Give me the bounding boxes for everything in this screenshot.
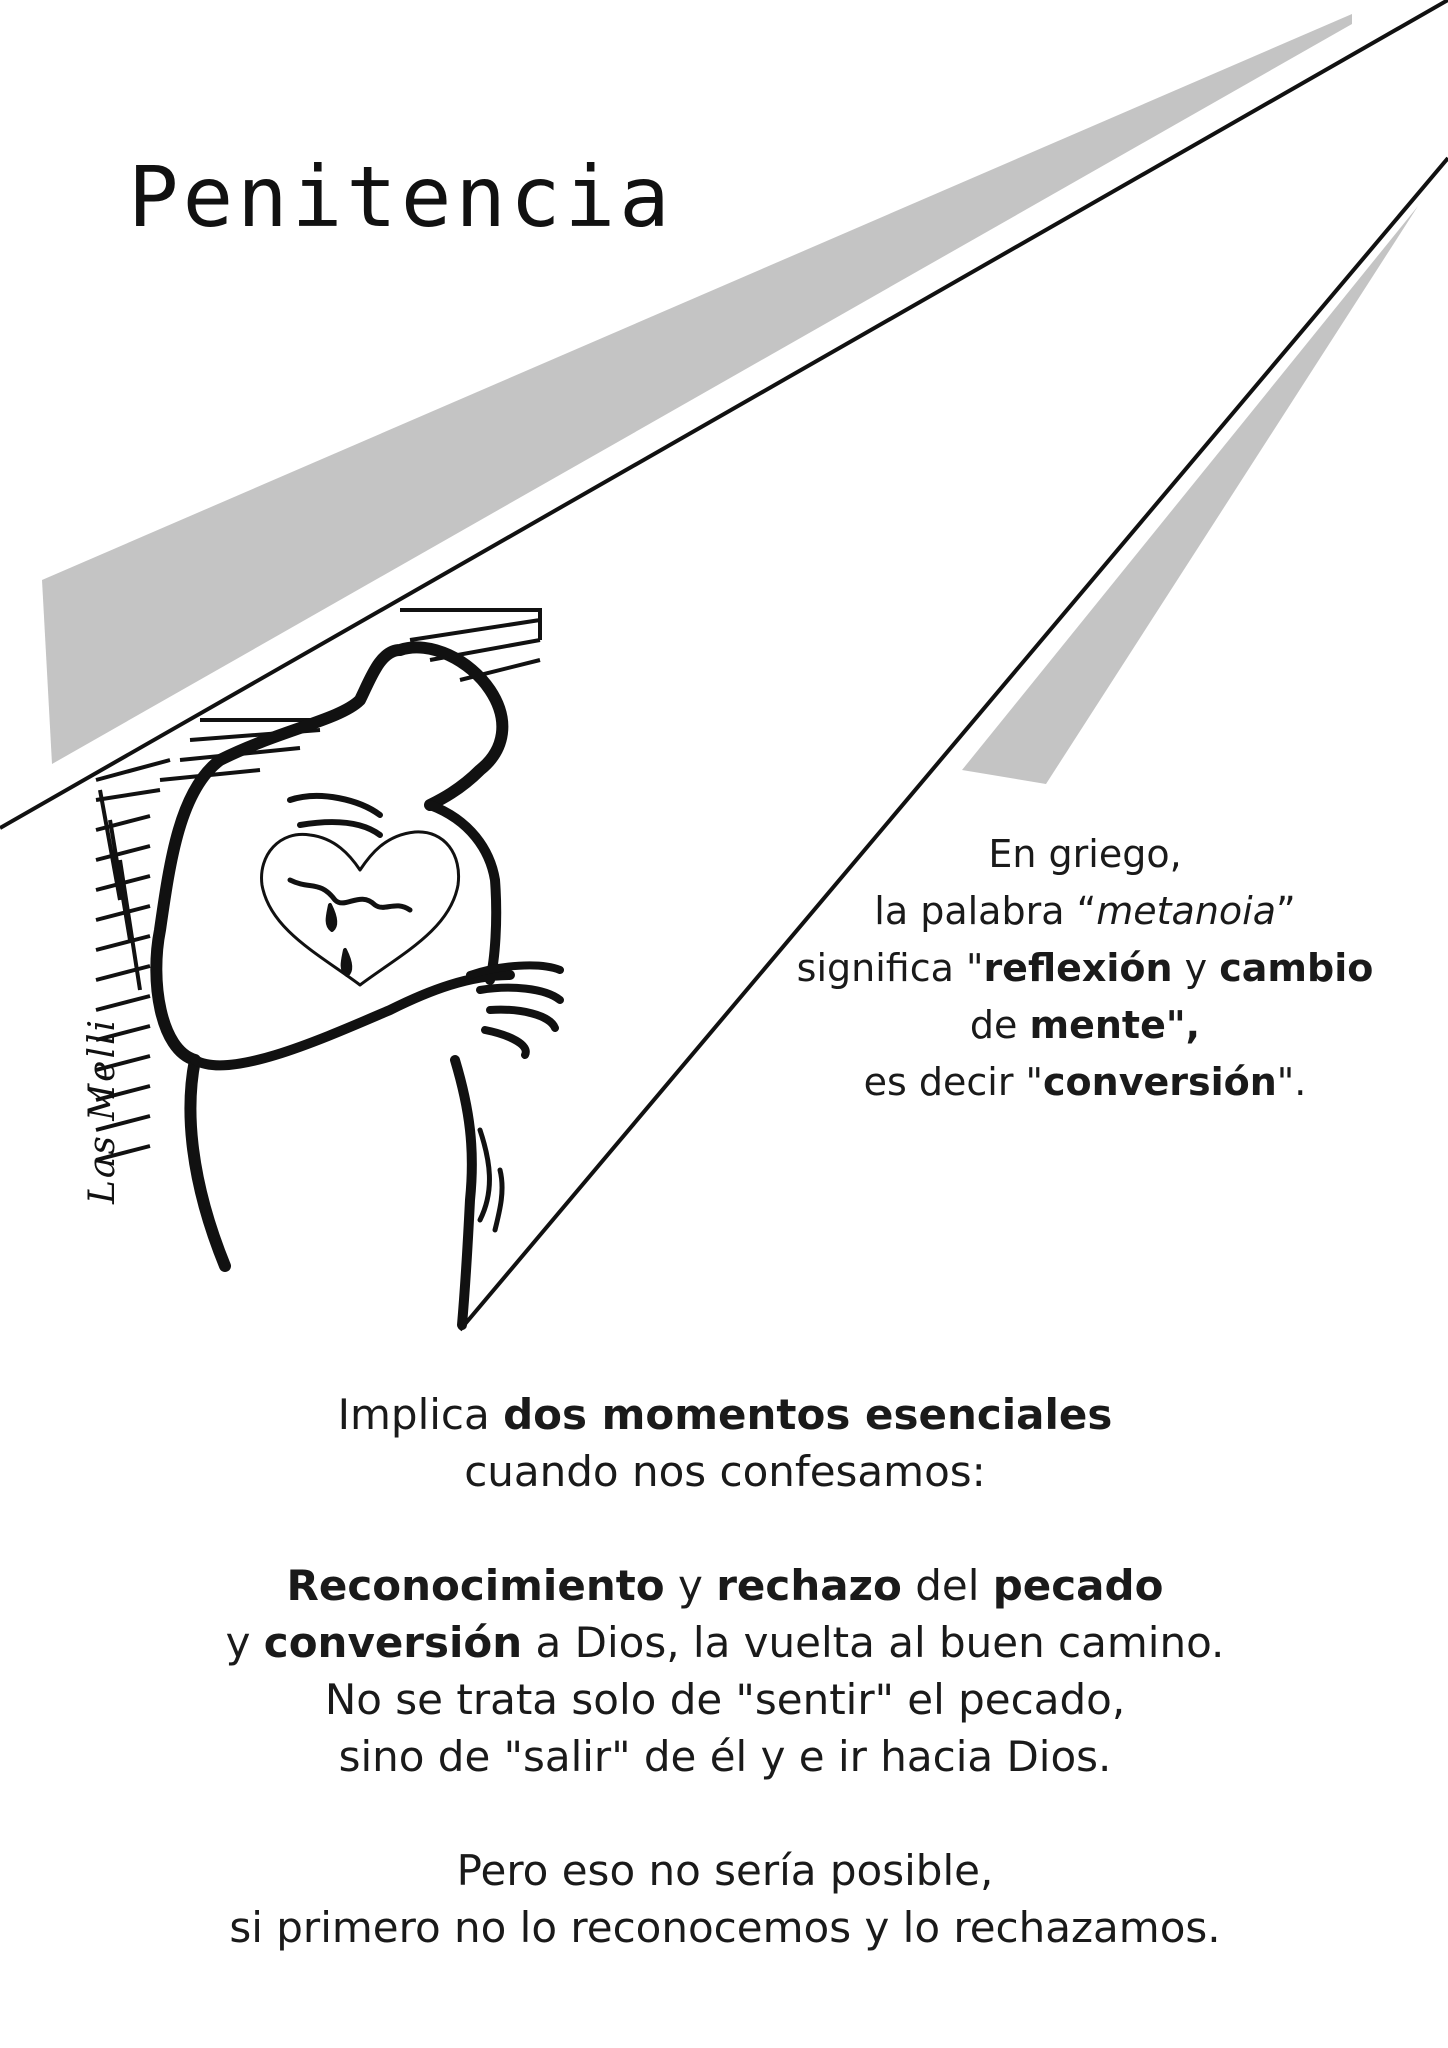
artist-signature: Las Melli [82, 1018, 123, 1204]
body-line-5: No se trata solo de "sentir" el pecado, [324, 1675, 1126, 1724]
body-line-1: Implica dos momentos esenciales [337, 1390, 1113, 1439]
body-line-4: y conversión a Dios, la vuelta al buen camino. [225, 1618, 1225, 1667]
light-ray-small [962, 206, 1418, 784]
diagonal-line-lower [460, 158, 1448, 1330]
definition-block [760, 826, 1410, 1111]
kneeling-figure-drawing [156, 647, 560, 1325]
definition-line-3: significa "reflexión y cambio [796, 946, 1374, 990]
definition-line-4: de mente", [969, 1003, 1201, 1047]
heart-icon [262, 832, 459, 985]
light-ray-large [42, 14, 1352, 764]
body-line-3: Reconocimiento y rechazo del pecado [286, 1561, 1164, 1610]
definition-line-1: En griego, [988, 832, 1182, 876]
body-line-8: si primero no lo reconocemos y lo rechazamos. [229, 1903, 1221, 1952]
body-text [110, 1386, 1340, 1956]
body-line-2: cuando nos confesamos: [464, 1447, 986, 1496]
definition-line-2: la palabra “metanoia” [874, 889, 1296, 933]
body-line-7: Pero eso no sería posible, [456, 1846, 994, 1895]
page-title: Penitencia [128, 148, 674, 246]
definition-line-5: es decir "conversión". [863, 1060, 1307, 1104]
body-line-6: sino de "salir" de él y e ir hacia Dios. [338, 1732, 1112, 1781]
